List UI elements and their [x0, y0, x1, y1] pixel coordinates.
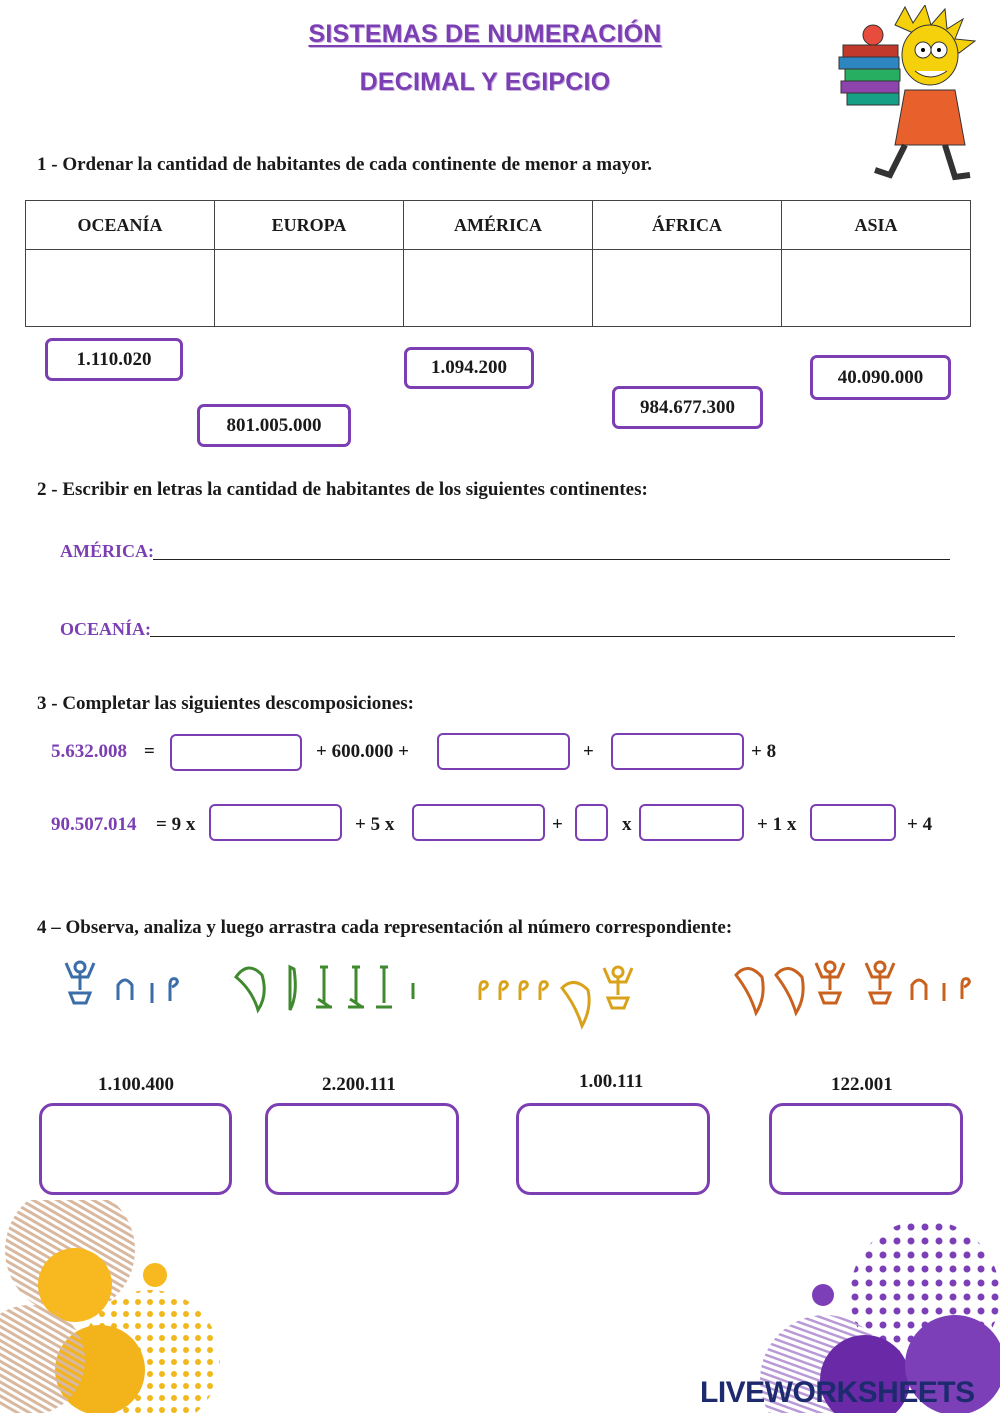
draggable-chip[interactable]: 984.677.300: [612, 386, 763, 429]
finger-icon: [776, 968, 803, 1013]
coil-rope-icon: [962, 979, 969, 999]
coil-rope-icon: [170, 979, 177, 1001]
drop-zone-europa[interactable]: [215, 250, 404, 327]
column-header-europa: EUROPA: [215, 201, 404, 250]
question-4-prompt: 4 – Observa, analiza y luego arrastra cada representación al número correspondiente:: [37, 917, 733, 938]
target-number: 2.200.111: [322, 1074, 396, 1095]
coil-rope-icon: [500, 982, 507, 1000]
drop-zone-oceania[interactable]: [26, 250, 215, 327]
heel-bone-icon: [912, 980, 926, 1000]
question-2-prompt: 2 - Escribir en letras la cantidad de habitantes de los siguientes continentes:: [37, 479, 648, 500]
finger-icon: [736, 968, 763, 1013]
multiply-term: + 5 x: [355, 814, 395, 835]
lotus-icon: [348, 967, 364, 1007]
column-header-africa: ÁFRICA: [593, 201, 782, 250]
egyptian-numeral-group-blue[interactable]: [60, 955, 185, 1015]
multiply-term: + 1 x: [757, 814, 797, 835]
drop-zone-asia[interactable]: [782, 250, 971, 327]
decorative-circles-left: [0, 1200, 240, 1413]
egyptian-numeral-group-gold[interactable]: [470, 958, 645, 1033]
plus-sign: +: [552, 814, 563, 835]
book-stack-icon: [839, 25, 900, 105]
target-number: 122.001: [831, 1074, 893, 1095]
drop-zone-target[interactable]: [769, 1103, 963, 1195]
oceania-answer-line[interactable]: [150, 636, 955, 637]
answer-input[interactable]: [611, 733, 744, 770]
answer-input[interactable]: [170, 734, 302, 771]
drop-zone-america[interactable]: [404, 250, 593, 327]
drop-zone-target[interactable]: [39, 1103, 232, 1195]
draggable-chip[interactable]: 1.094.200: [404, 347, 534, 389]
draggable-chip[interactable]: 1.110.020: [45, 338, 183, 381]
answer-input[interactable]: [575, 804, 608, 841]
target-number: 1.100.400: [98, 1074, 174, 1095]
america-label: AMÉRICA:: [60, 541, 154, 561]
title-line-1: SISTEMAS DE NUMERACIÓN: [308, 20, 662, 48]
draggable-chip[interactable]: 40.090.000: [810, 355, 951, 400]
oceania-label: OCEANÍA:: [60, 619, 152, 639]
kneeling-god-icon: [816, 962, 844, 1003]
question-3-prompt: 3 - Completar las siguientes descomposiciones:: [37, 693, 414, 714]
question-1-prompt: 1 - Ordenar la cantidad de habitantes de cada continente de menor a mayor.: [37, 154, 653, 175]
student-illustration: [835, 5, 985, 185]
column-header-asia: ASIA: [782, 201, 971, 250]
answer-input[interactable]: [810, 804, 896, 841]
decomposition-number-2: 90.507.014: [51, 814, 137, 835]
target-number: 1.00.111: [579, 1071, 644, 1092]
column-header-america: AMÉRICA: [404, 201, 593, 250]
america-answer-line[interactable]: [153, 559, 950, 560]
kneeling-god-icon: [866, 962, 894, 1003]
plus-term: + 4: [907, 814, 933, 835]
plus-term: + 8: [751, 741, 777, 762]
plus-term: + 600.000 +: [316, 741, 409, 762]
lotus-icon: [376, 967, 392, 1007]
coil-rope-icon: [540, 982, 547, 1000]
answer-input[interactable]: [209, 804, 342, 841]
finger-icon: [236, 968, 264, 1010]
title-line-2: DECIMAL Y EGIPCIO: [359, 68, 611, 96]
coil-rope-icon: [480, 982, 487, 1000]
multiply-term: = 9 x: [156, 814, 196, 835]
egyptian-numeral-group-green[interactable]: [228, 955, 423, 1020]
column-header-oceania: OCEANÍA: [26, 201, 215, 250]
lotus-icon: [290, 967, 295, 1010]
finger-icon: [562, 982, 589, 1026]
heel-bone-icon: [118, 980, 132, 1000]
answer-input[interactable]: [437, 733, 570, 770]
draggable-chip[interactable]: 801.005.000: [197, 404, 351, 447]
drop-zone-target[interactable]: [265, 1103, 459, 1195]
answer-input[interactable]: [639, 804, 744, 841]
multiply-sign: x: [622, 814, 632, 835]
decomposition-number-1: 5.632.008: [51, 741, 127, 762]
drop-zone-africa[interactable]: [593, 250, 782, 327]
answer-input[interactable]: [412, 804, 545, 841]
egyptian-numeral-group-orange[interactable]: [730, 955, 975, 1020]
drop-zone-target[interactable]: [516, 1103, 710, 1195]
equals-sign: =: [144, 741, 155, 762]
kneeling-god-icon: [604, 967, 632, 1008]
liveworksheets-logo: LIVEWORKSHEETS: [700, 1376, 975, 1409]
kneeling-god-icon: [66, 962, 94, 1003]
plus-sign: +: [583, 741, 594, 762]
coil-rope-icon: [520, 982, 527, 1000]
continents-table: [25, 200, 971, 327]
lotus-icon: [316, 967, 332, 1007]
